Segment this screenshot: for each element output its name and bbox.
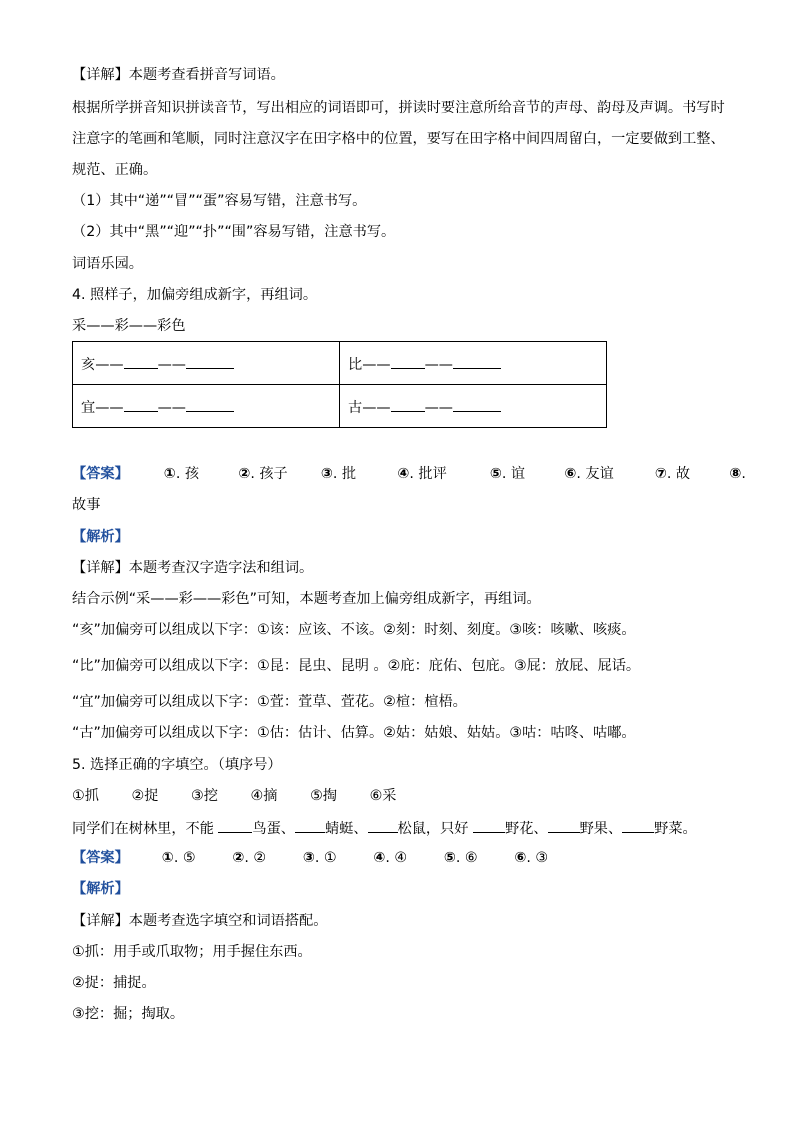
cell-dash: —— bbox=[157, 356, 186, 373]
option: ⑤掏 bbox=[310, 788, 337, 804]
sentence-text: 松鼠，只好 bbox=[397, 821, 473, 837]
analysis-label: 【解析】 bbox=[72, 881, 129, 897]
table-cell bbox=[73, 342, 340, 385]
answer-blank[interactable] bbox=[295, 817, 325, 833]
analysis-line: “比”加偏旁可以组成以下字：①昆：昆虫、昆明 。②庇：庇佑、包庇。③屁：放屁、屁话。 bbox=[72, 658, 641, 674]
answer-blank[interactable] bbox=[186, 396, 234, 412]
note-1: （1）其中“递”“冒”“蛋”容易写错，注意书写。 bbox=[72, 193, 367, 209]
answer-wrap: 故事 bbox=[72, 497, 101, 513]
answer-item: ③. ① bbox=[302, 850, 337, 866]
answer-item: ⑤. ⑥ bbox=[443, 850, 478, 866]
option: ④摘 bbox=[250, 788, 278, 804]
cell-prefix: 宜—— bbox=[81, 399, 124, 416]
detail-label: 【详解】 bbox=[72, 913, 129, 929]
cell-dash: —— bbox=[424, 399, 453, 416]
sentence-text: 野菜。 bbox=[654, 821, 697, 837]
sentence-text: 蜻蜓、 bbox=[324, 821, 368, 837]
option: ⑥采 bbox=[369, 788, 397, 804]
analysis-line: “古”加偏旁可以组成以下字：①估：估计、估算。②姑：姑娘、姑姑。③咕：咕咚、咕嘟。 bbox=[72, 725, 636, 741]
answer-item: ④. ④ bbox=[373, 850, 408, 866]
definition-line: ①抓：用手或爪取物；用手握住东西。 bbox=[72, 944, 312, 960]
sentence-text: 同学们在树林里，不能 bbox=[72, 821, 219, 837]
sentence-text: 鸟蛋、 bbox=[252, 821, 295, 837]
section-title: 词语乐园。 bbox=[72, 256, 143, 272]
detail-paragraph-heading bbox=[72, 65, 285, 85]
cell-dash: —— bbox=[424, 356, 453, 373]
question-5-title: 5. 选择正确的字填空。（填序号） bbox=[72, 757, 282, 773]
question-5-sentence bbox=[72, 817, 697, 839]
definition-line: ③挖：掘；掏取。 bbox=[72, 1006, 185, 1022]
sentence-text: 野果、 bbox=[579, 821, 623, 837]
answer-blank[interactable] bbox=[218, 817, 252, 833]
analysis-line: “宜”加偏旁可以组成以下字：①萓：萓草、萓花。②楦：楦梧。 bbox=[72, 694, 467, 710]
detail-text: 本题考查汉字造字法和组词。 bbox=[128, 560, 314, 576]
detail-text: 本题考查选字填空和词语搭配。 bbox=[128, 913, 328, 929]
answer-blank[interactable] bbox=[368, 817, 398, 833]
cell-prefix: 比—— bbox=[348, 356, 391, 373]
answer-item: ⑧. bbox=[729, 466, 746, 482]
answer-blank[interactable] bbox=[391, 353, 425, 369]
table-row bbox=[73, 342, 607, 385]
analysis-label: 【解析】 bbox=[72, 529, 129, 545]
definition-line: ②捉：捕捉。 bbox=[72, 975, 156, 991]
answer-blank[interactable] bbox=[124, 353, 158, 369]
table-cell bbox=[340, 342, 607, 385]
question-4-answer bbox=[72, 464, 746, 484]
explain-line-3: 规范、正确。 bbox=[72, 162, 158, 178]
option: ③挖 bbox=[191, 788, 218, 804]
answer-item: ①. 孩 bbox=[163, 466, 200, 482]
question-5-options bbox=[72, 786, 397, 806]
detail-text: 本题考查看拼音写词语。 bbox=[128, 67, 285, 83]
answer-item: ⑥. ③ bbox=[514, 850, 549, 866]
detail-label: 【详解】 bbox=[72, 560, 129, 576]
explain-line-1: 根据所学拼音知识拼读音节，写出相应的词语即可，拼读时要注意所给音节的声母、韵母及声调。书写时 bbox=[72, 100, 725, 116]
analysis-line: 结合示例“采——彩——彩色”可知，本题考查加上偏旁组成新字，再组词。 bbox=[72, 591, 541, 607]
answer-item: ④. 批评 bbox=[397, 466, 447, 482]
question-4-table bbox=[72, 341, 607, 428]
question-4-title: 4. 照样子，加偏旁组成新字，再组词。 bbox=[72, 287, 318, 303]
question-4-example: 采——彩——彩色 bbox=[72, 318, 186, 334]
answer-blank[interactable] bbox=[391, 396, 425, 412]
answer-item: ③. 批 bbox=[320, 466, 357, 482]
analysis-line: “亥”加偏旁可以组成以下字：①该：应该、不该。②刻：时刻、刻度。③咳：咳嗽、咳痰。 bbox=[72, 622, 636, 638]
answer-item: ⑤. 谊 bbox=[489, 466, 526, 482]
cell-dash: —— bbox=[157, 399, 186, 416]
table-cell bbox=[340, 385, 607, 428]
answer-item: ②. 孩子 bbox=[238, 466, 288, 482]
q5-detail-heading bbox=[72, 911, 327, 931]
answer-label: 【答案】 bbox=[72, 466, 129, 482]
answer-item: ⑥. 友谊 bbox=[564, 466, 614, 482]
answer-item: ①. ⑤ bbox=[161, 850, 196, 866]
answer-blank[interactable] bbox=[622, 817, 654, 833]
answer-item: ⑦. 故 bbox=[654, 466, 691, 482]
note-2: （2）其中“黑”“迎”“扑”“围”容易写错，注意书写。 bbox=[72, 224, 396, 240]
cell-prefix: 亥—— bbox=[81, 356, 124, 373]
option: ②捉 bbox=[131, 788, 159, 804]
question-5-answer bbox=[72, 848, 548, 868]
answer-blank[interactable] bbox=[124, 396, 158, 412]
answer-item: ②. ② bbox=[232, 850, 267, 866]
answer-blank[interactable] bbox=[453, 396, 501, 412]
detail-label: 【详解】 bbox=[72, 67, 129, 83]
sentence-text: 野花、 bbox=[505, 821, 548, 837]
explain-line-2: 注意字的笔画和笔顺，同时注意汉字在田字格中的位置，要写在田字格中间四周留白，一定要做到工整、 bbox=[72, 131, 725, 147]
cell-prefix: 古—— bbox=[348, 399, 391, 416]
answer-blank[interactable] bbox=[186, 353, 234, 369]
answer-blank[interactable] bbox=[453, 353, 501, 369]
answer-blank[interactable] bbox=[473, 817, 505, 833]
answer-blank[interactable] bbox=[548, 817, 580, 833]
answer-label: 【答案】 bbox=[72, 850, 129, 866]
table-row bbox=[73, 385, 607, 428]
table-cell bbox=[73, 385, 340, 428]
q4-detail-heading bbox=[72, 558, 313, 578]
option: ①抓 bbox=[72, 788, 99, 804]
